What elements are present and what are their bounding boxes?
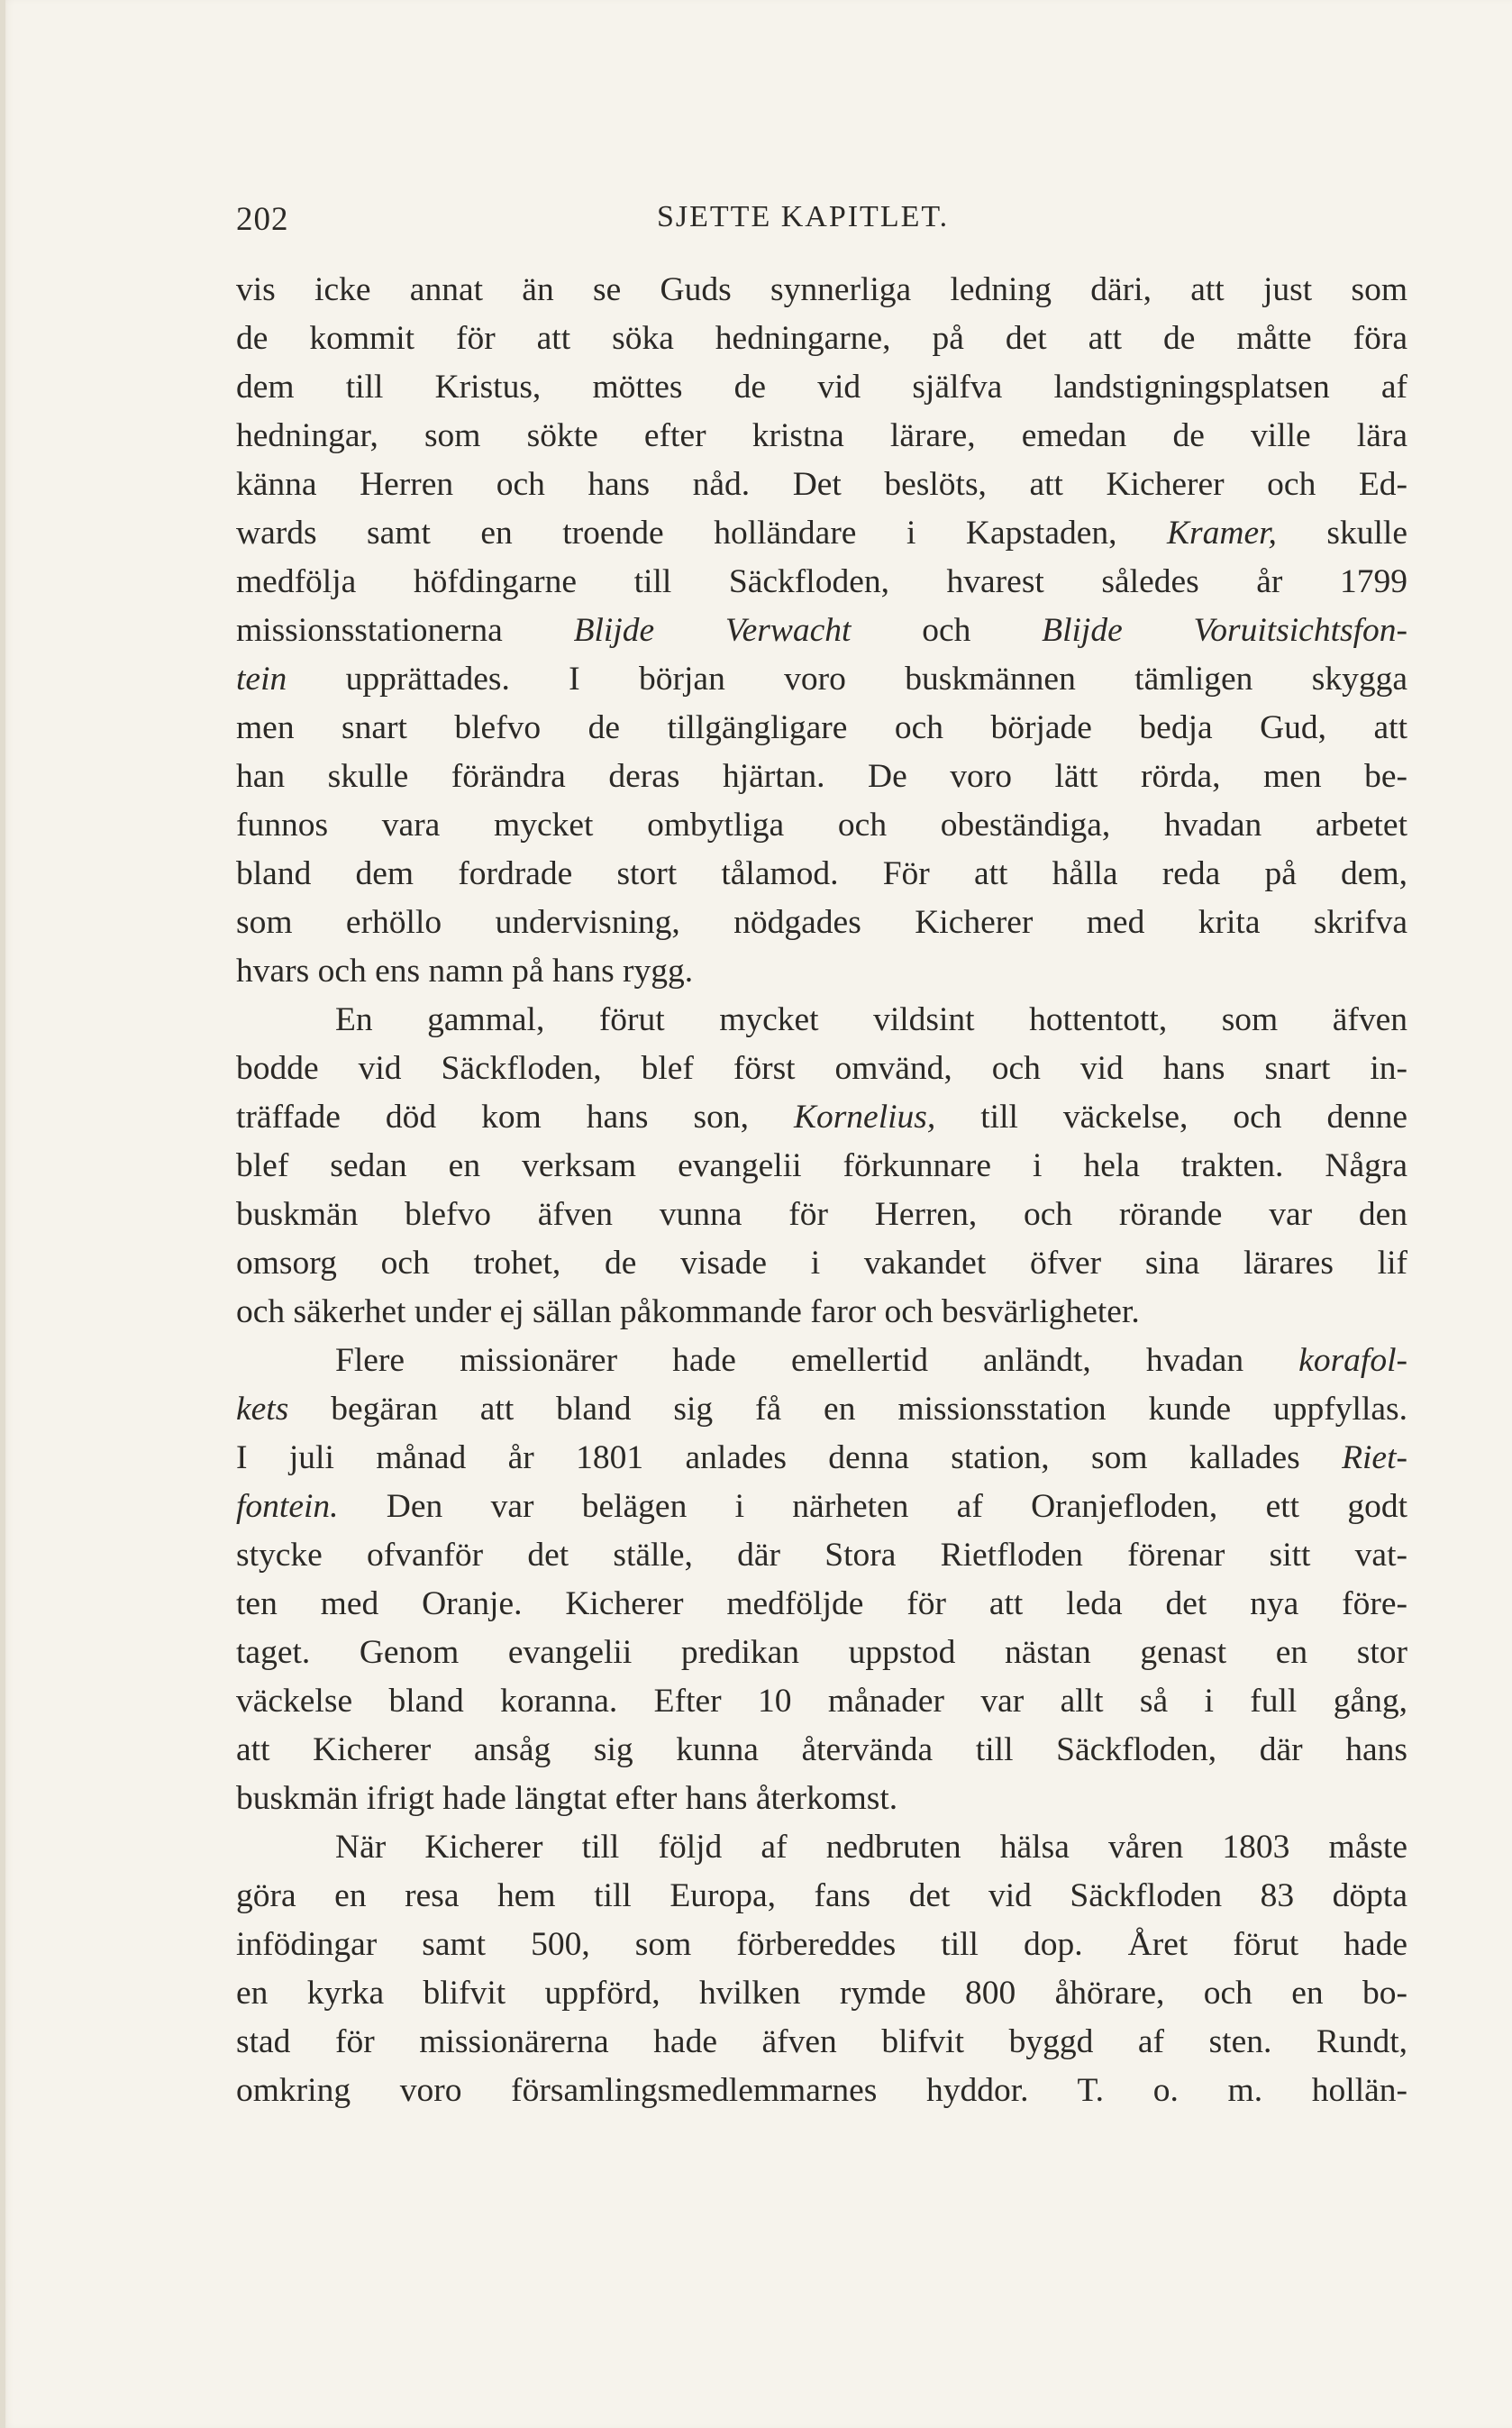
text-line: Flere missionärer hade emellertid anländt, hvadan korafol- — [335, 1342, 1407, 1379]
text-line: ten med Oranje. Kicherer medföljde för att leda det nya före- — [236, 1585, 1407, 1622]
text-line: hedningar, som sökte efter kristna lärare, emedan de ville lära — [236, 417, 1407, 454]
text-line: han skulle förändra deras hjärtan. De voro lätt rörda, men be- — [236, 758, 1407, 795]
text-line: En gammal, förut mycket vildsint hottentott, som äfven — [335, 1001, 1407, 1038]
text-line: dem till Kristus, möttes de vid själfva landstigningsplatsen af — [236, 369, 1407, 406]
text-line: När Kicherer till följd af nedbruten hälsa våren 1803 måste — [335, 1829, 1407, 1866]
text-line: wards samt en troende holländare i Kapstaden, Kramer, skulle — [236, 515, 1407, 552]
page-number: 202 — [236, 201, 289, 238]
text-line: bodde vid Säckfloden, blef först omvänd, och vid hans snart in- — [236, 1050, 1407, 1087]
text-line: blef sedan en verksam evangelii förkunnare i hela trakten. Några — [236, 1147, 1407, 1184]
page-header — [236, 200, 1407, 254]
body-text — [236, 266, 1407, 2115]
text-line: en kyrka blifvit uppförd, hvilken rymde 800 åhörare, och en bo- — [236, 1975, 1407, 2012]
text-line: hvars och ens namn på hans rygg. — [236, 953, 694, 990]
running-head: SJETTE KAPITLET. — [657, 200, 950, 233]
text-line: att Kicherer ansåg sig kunna återvända till Säckfloden, där hans — [236, 1731, 1407, 1768]
text-line: men snart blefvo de tillgängligare och började bedja Gud, att — [236, 709, 1407, 746]
text-line: de kommit för att söka hedningarne, på det att de måtte föra — [236, 320, 1407, 357]
page-gutter-edge — [0, 0, 5, 2428]
text-line: tein upprättades. I början voro buskmännen tämligen skygga — [236, 661, 1407, 698]
text-line: I juli månad år 1801 anlades denna station, som kallades Riet- — [236, 1439, 1407, 1476]
text-line: buskmän ifrigt hade längtat efter hans återkomst. — [236, 1780, 898, 1817]
text-line: taget. Genom evangelii predikan uppstod nästan genast en stor — [236, 1634, 1407, 1671]
text-line: känna Herren och hans nåd. Det beslöts, att Kicherer och Ed- — [236, 466, 1407, 503]
text-line: missionsstationerna Blijde Verwacht och Blijde Voruitsichtsfon- — [236, 612, 1407, 649]
text-line: väckelse bland koranna. Efter 10 månader var allt så i full gång, — [236, 1683, 1407, 1720]
text-line: fontein. Den var belägen i närheten af Oranjefloden, ett godt — [236, 1488, 1407, 1525]
text-line: buskmän blefvo äfven vunna för Herren, och rörande var den — [236, 1196, 1407, 1233]
text-line: stycke ofvanför det ställe, där Stora Rietfloden förenar sitt vat- — [236, 1537, 1407, 1574]
text-line: funnos vara mycket ombytliga och obeständiga, hvadan arbetet — [236, 807, 1407, 844]
text-line: medfölja höfdingarne till Säckfloden, hvarest således år 1799 — [236, 563, 1407, 600]
text-line: träffade död kom hans son, Kornelius, till väckelse, och denne — [236, 1099, 1408, 1136]
text-line: omsorg och trohet, de visade i vakandet öfver sina lärares lif — [236, 1245, 1407, 1282]
text-line: vis icke annat än se Guds synnerliga ledning däri, att just som — [236, 271, 1407, 308]
text-line: infödingar samt 500, som förbereddes till dop. Året förut hade — [236, 1926, 1407, 1963]
text-line: som erhöllo undervisning, nödgades Kicherer med krita skrifva — [236, 904, 1407, 941]
text-line: omkring voro församlingsmedlemmarnes hyddor. T. o. m. hollän- — [236, 2072, 1407, 2109]
text-line: bland dem fordrade stort tålamod. För att hålla reda på dem, — [236, 855, 1407, 892]
text-line: och säkerhet under ej sällan påkommande faror och besvärligheter. — [236, 1293, 1140, 1330]
text-line: göra en resa hem till Europa, fans det vid Säckfloden 83 döpta — [236, 1877, 1407, 1914]
text-line: kets begäran att bland sig få en missionsstation kunde uppfyllas. — [236, 1391, 1407, 1428]
text-line: stad för missionärerna hade äfven blifvit byggd af sten. Rundt, — [236, 2023, 1407, 2060]
